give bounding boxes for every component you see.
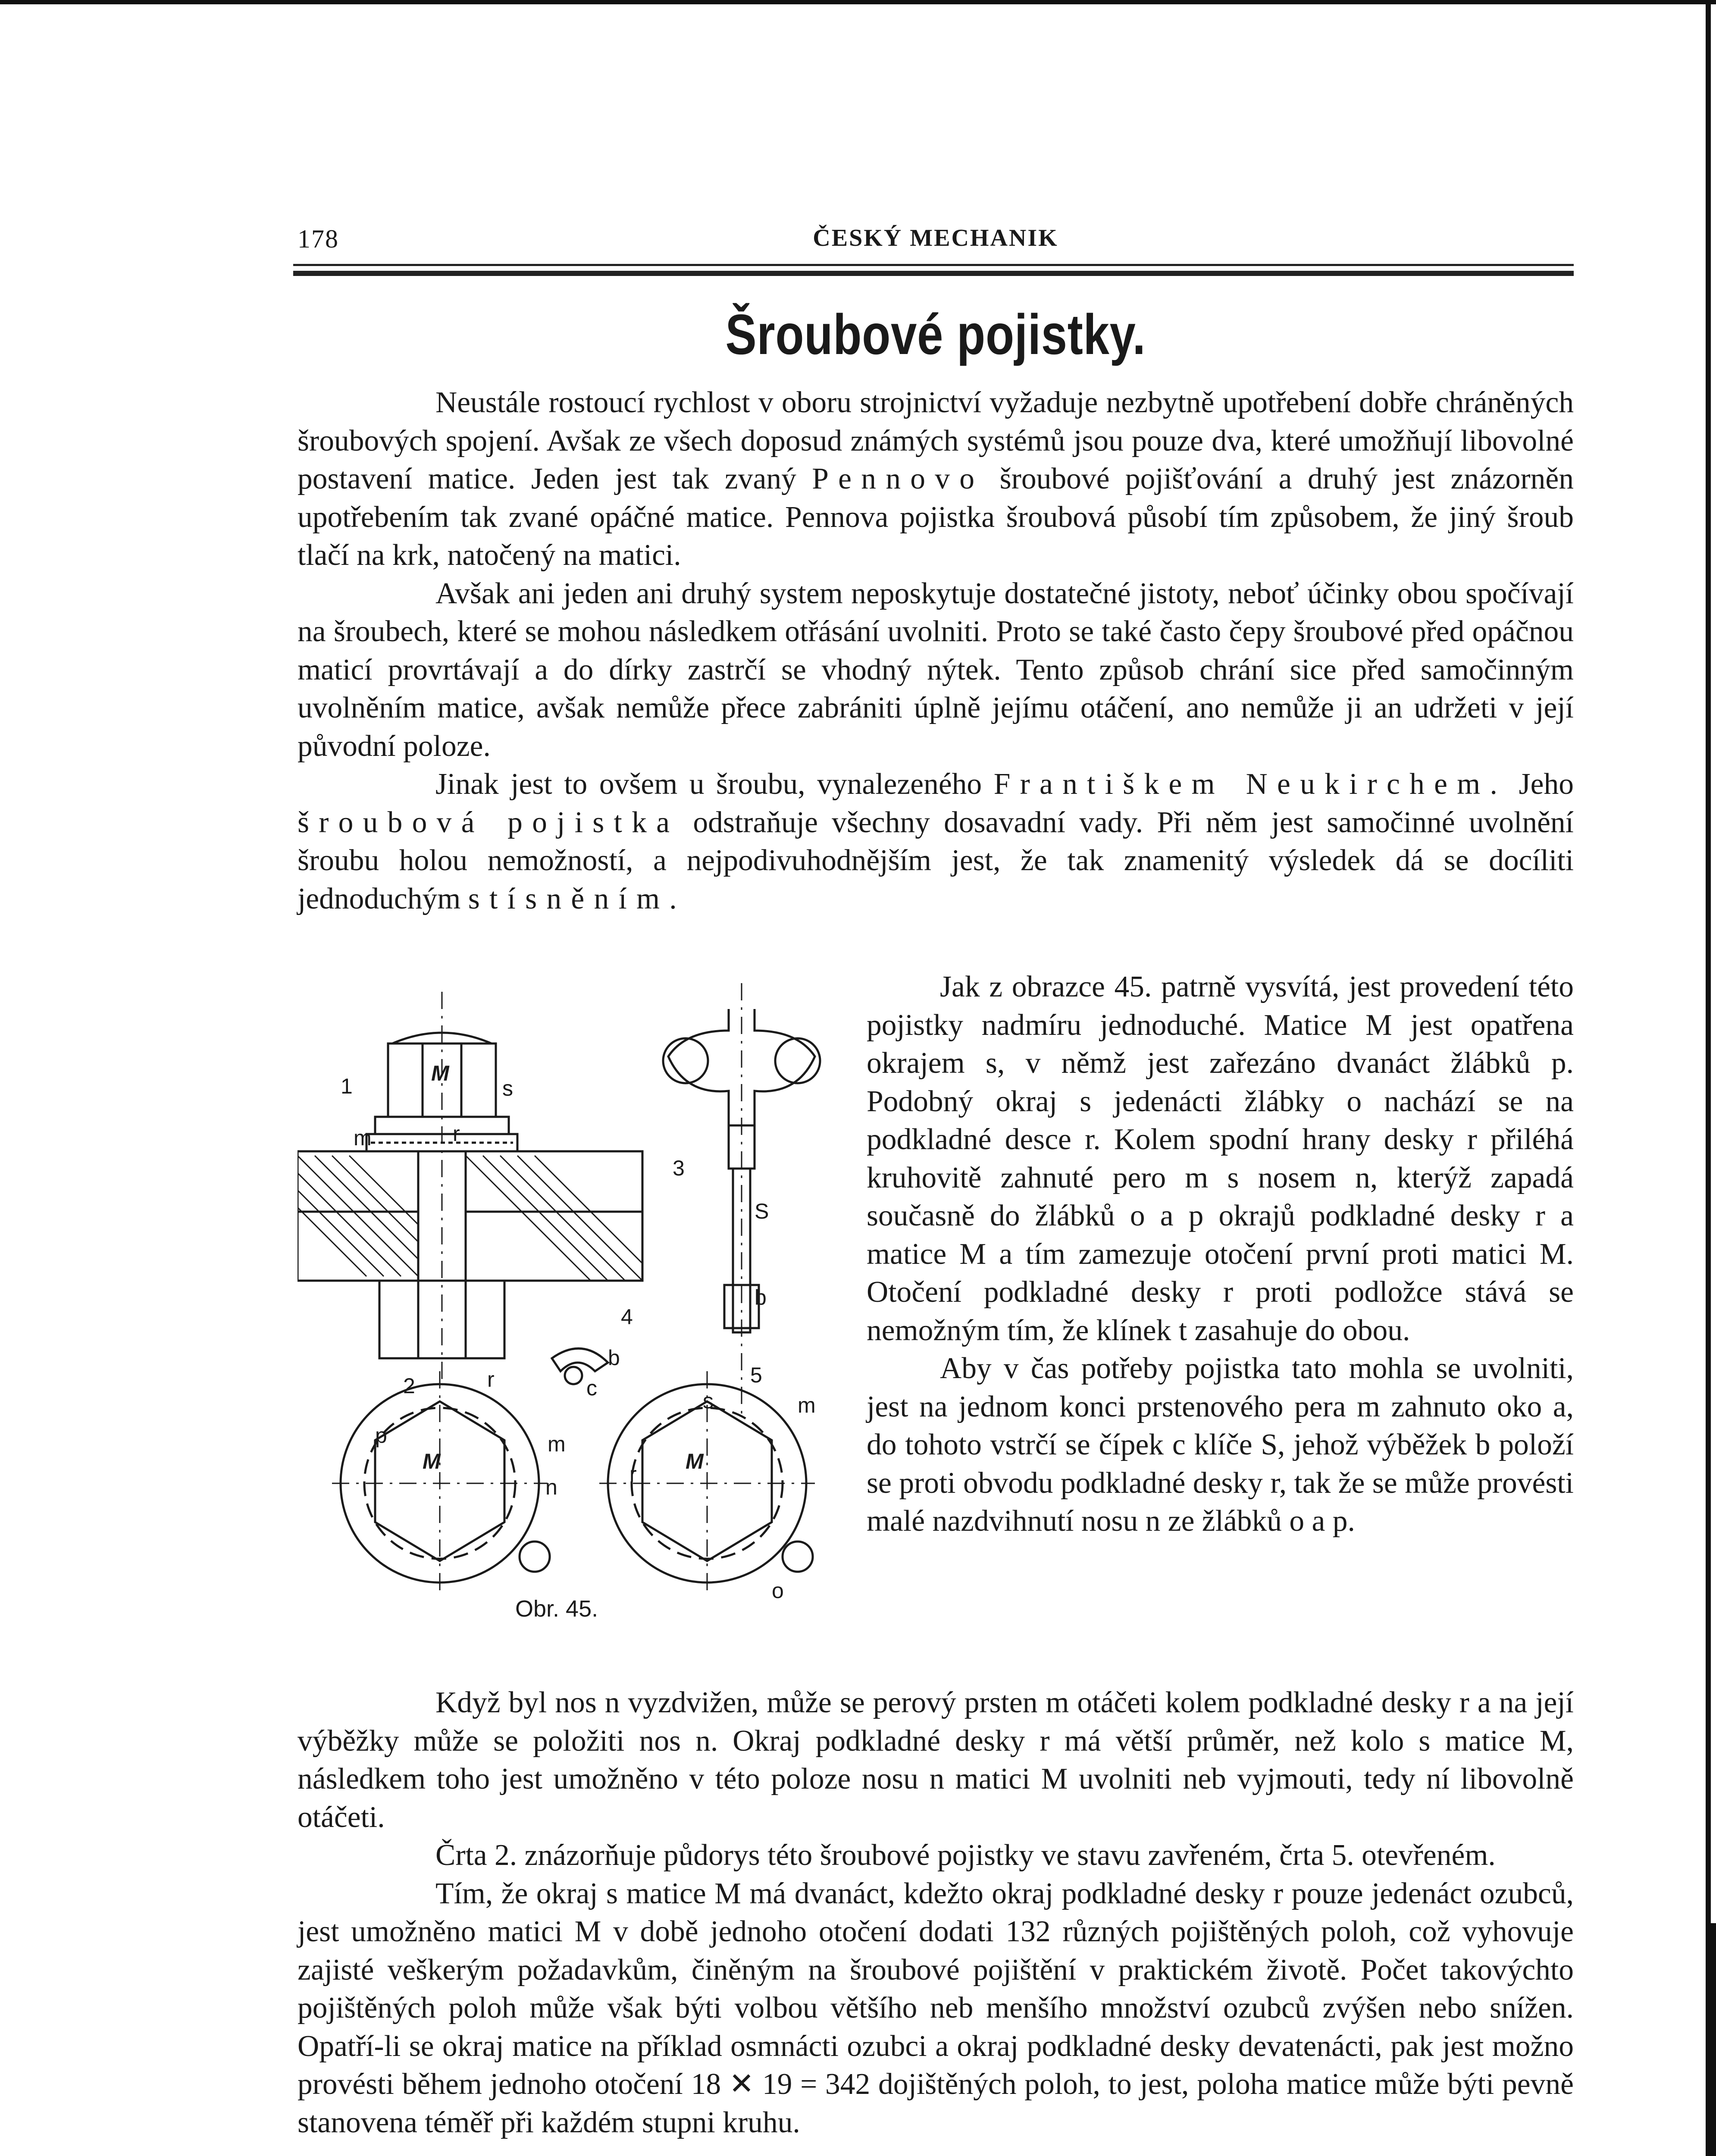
figure-label: m: [354, 1126, 372, 1150]
figure-label: r: [453, 1122, 460, 1146]
column-text: [867, 968, 1574, 1541]
header-rule-thin: [293, 264, 1574, 266]
figure-45: [297, 983, 849, 1643]
page-number: 178: [297, 225, 339, 253]
paragraph: Jak z obrazce 45. patrně vysvítá, jest provedení této pojistky nadmíru jednoduché. Matice M jest opatřena okrajem s, v němž jest zařezáno dvanáct žlábků p. Podobný okraj s jedenácti žlábky o nachází se na podkladné desce r. Kolem spodní hrany desky r přiléhá kruhovitě zahnuté pero m s nosem n, kterýž zapadá současně do žlábků o a p okrajů podkladné desky r a matice M a tím zamezuje otočení první proti matici M. Otočení podkladné desky r proti podložce stává se nemožným tím, že klínek t zasahuje do obou.: [867, 970, 1574, 1347]
figure-label: 5: [750, 1363, 762, 1387]
figure-label: 2: [403, 1374, 415, 1398]
page-edge-mark: [1707, 1923, 1716, 2156]
figure-label: b: [755, 1285, 767, 1310]
figure-label: s: [502, 1076, 513, 1100]
figure-label: m: [798, 1393, 816, 1417]
figure-label: 3: [673, 1156, 685, 1180]
article-title: Šroubové pojistky.: [725, 303, 1146, 366]
figure-label: 1: [341, 1074, 353, 1098]
figure-label: S: [755, 1199, 769, 1223]
figure-label: s: [703, 1389, 714, 1413]
paragraph: Aby v čas potřeby pojistka tato mohla se uvolniti, jest na jednom konci prstenového pera m zahnuto oko a, do tohoto vstrčí se čípek c klíče S, jehož výběžek b položí se proti obvodu podkladné desky r, tak že se může provésti malé nazdvihnutí nosu n ze žlábků o a p.: [867, 1352, 1574, 1538]
figure-label: c: [586, 1376, 597, 1400]
figure-label: p: [375, 1423, 387, 1448]
figure-label: r: [629, 1462, 637, 1486]
running-title: ČESKÝ MECHANIK: [813, 225, 1058, 251]
paragraph: Neustále rostoucí rychlost v oboru strojnictví vyžaduje nezbytně upotřebení dobře chráněných šroubových spojení. Avšak ze všech doposud známých systémů jsou pouze dva, které umožňují libovolné postavení matice. Jeden jest tak zvaný Pennovo šroubové pojišťování a druhý jest znázorněn upotřebením tak zvané opáčné matice. Pennova pojistka šroubová působí tím způsobem, že jiný šroub tlačí na krk, natočený na matici.: [297, 386, 1574, 572]
figure-drawing: [297, 983, 849, 1643]
figure-label: o: [772, 1579, 784, 1603]
paragraph: Když byl nos n vyzdvižen, může se perový prsten m otáčeti kolem podkladné desky r a na její výběžky může se položiti nos n. Okraj podkladné desky r má větší průměr, než kolo s matice M, následkem toho jest umožněno v této poloze nosu n matici M uvolniti neb vyjmouti, tedy ní libovolně otáčeti.: [297, 1686, 1574, 1834]
figure-label: b: [608, 1346, 620, 1370]
figure-label: M: [431, 1061, 449, 1085]
paragraph: Črta 2. znázorňuje půdorys této šroubové pojistky ve stavu zavřeném, črta 5. otevřeném.: [435, 1839, 1496, 1872]
figure-label: M: [423, 1449, 441, 1473]
header-rule-thick: [293, 271, 1574, 276]
intro-text: [297, 384, 1574, 918]
figure-label: m: [548, 1432, 566, 1456]
paragraph: Tím, že okraj s matice M má dvanáct, kdežto okraj podkladné desky r pouze jedenáct ozubců, jest umožněno matici M v době jednoho otočení dodati 132 různých pojištěných poloh, což vyhovuje zajisté veškerým požadavkům, činěným na šroubové pojištění v praktickém životě. Počet takovýchto pojištěných poloh může však býti volbou většího neb menšího množství ozubců zvýšen nebo snížen. Opatří-li se okraj matice na příklad osmnácti ozubci a okraj podkladné desky devatenácti, pak jest možno provésti během jednoho otočení 18 ✕ 19 = 342 dojištěných poloh, to jest, poloha matice může býti pevně stanovena téměř při každém stupni kruhu.: [297, 1877, 1574, 2139]
closing-text: [297, 1684, 1574, 2142]
figure-label: n: [545, 1475, 557, 1499]
page-edge-right: [1706, 0, 1711, 2156]
figure-label: M: [686, 1449, 704, 1473]
paragraph: Jinak jest to ovšem u šroubu, vynalezeného Františkem Neukirchem. Jeho šroubová pojistka odstraňuje všechny dosavadní vady. Při něm jest samočinné uvolnění šroubu holou nemožností, a nejpodivuhodnějším jest, že tak znamenitý výsledek dá se docíliti jednoduchým stísněním.: [297, 768, 1574, 915]
plates: [297, 1151, 642, 1281]
figure-label: r: [487, 1367, 495, 1391]
figure-label: 4: [621, 1305, 633, 1329]
paragraph: Avšak ani jeden ani druhý system neposkytuje dostatečné jistoty, neboť účinky obou spočívají na šroubech, které se mohou následkem otřásání uvolniti. Proto se také často čepy šroubové před opáčnou maticí provrtávají a do dírky zastrčí se vhodný nýtek. Tento způsob chrání sice před samočinným uvolněním matice, avšak nemůže přece zabrániti úplně jejímu otáčení, ano nemůže ji an udržeti v její původní poloze.: [297, 577, 1574, 763]
page-edge-top: [0, 0, 1716, 4]
page-header: [297, 224, 1574, 259]
figure-caption: Obr. 45.: [515, 1596, 598, 1622]
